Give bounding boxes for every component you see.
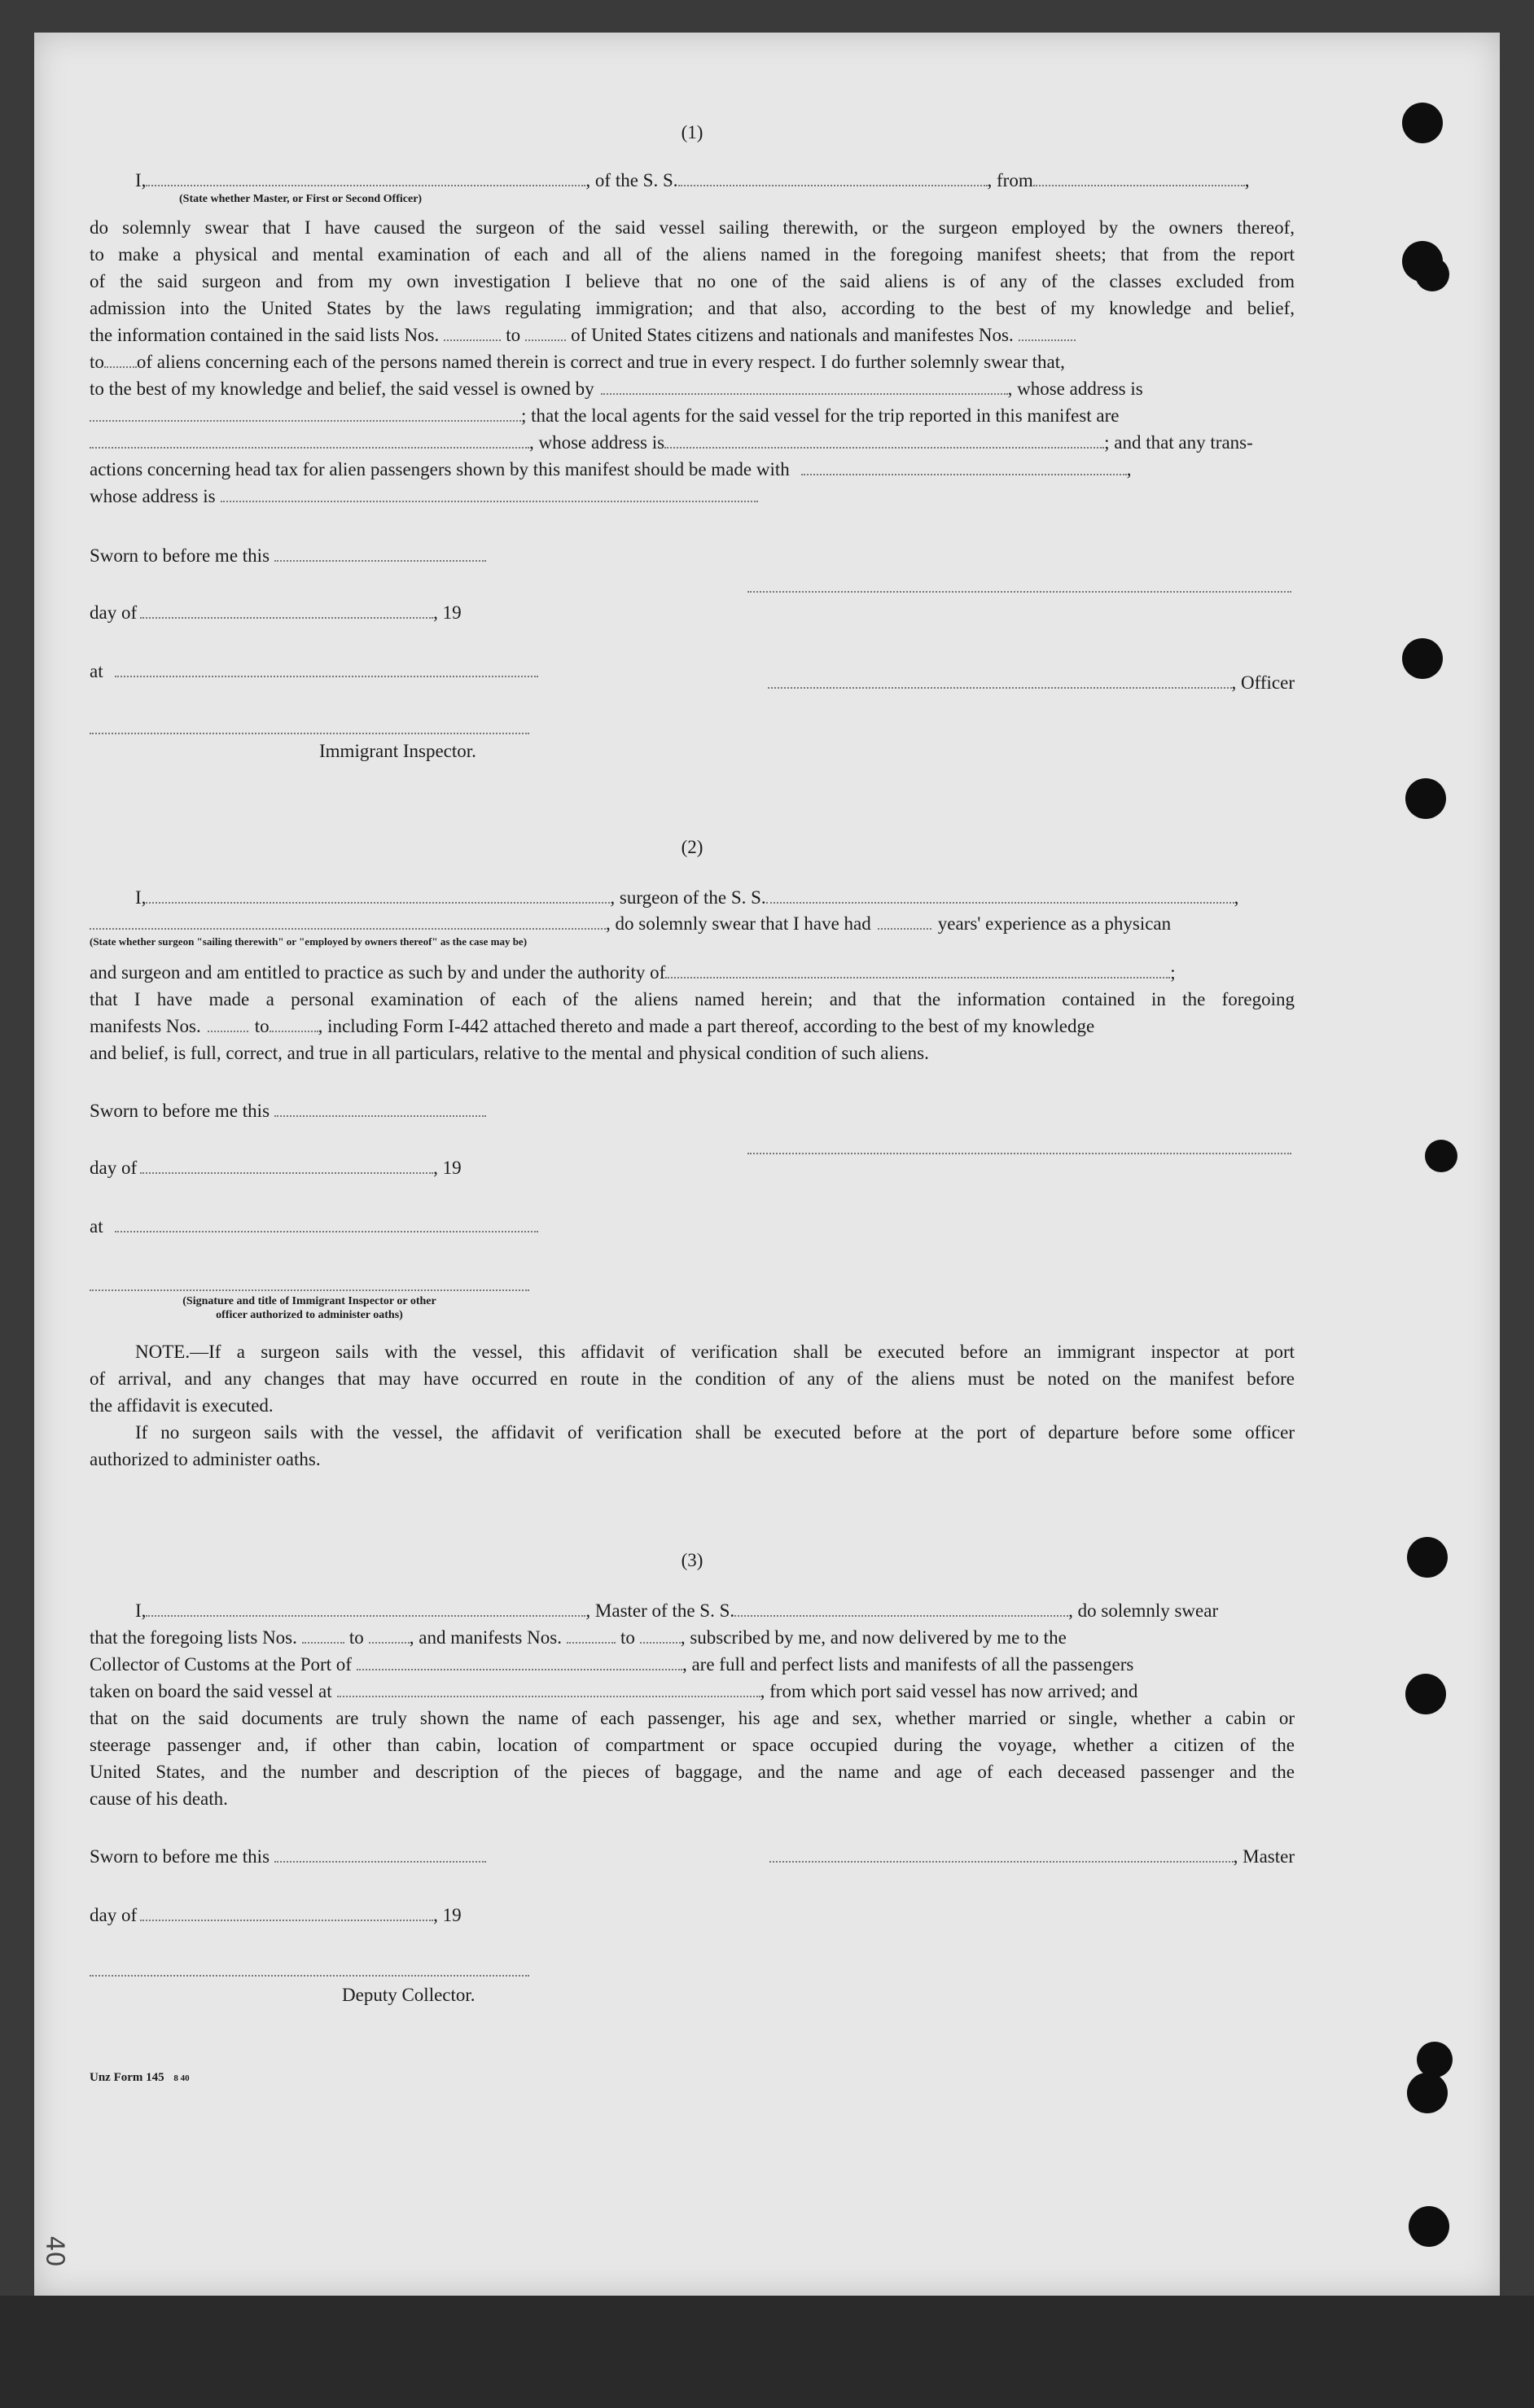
section-3-line-2: that the foregoing lists Nos. to , and manifests Nos. to , subscribed by me, and now delivered by me to the <box>90 1627 1067 1648</box>
section-1-first-line: I, , of the S. S. , from , <box>135 170 1250 190</box>
section-1-body-line: do solemnly swear that I have caused the surgeon of the said vessel sailing therewith, or the surgeon employed by the owners thereof, <box>90 217 1295 238</box>
section-3-line-1: I, , Master of the S. S. , do solemnly swear <box>135 1600 1219 1621</box>
punch-hole <box>1402 638 1443 679</box>
section-2-number: (2) <box>681 837 703 857</box>
section-3-master: , Master <box>747 1843 1295 1870</box>
section-1-number: (1) <box>681 122 703 142</box>
section-1-head-tax-line: actions concerning head tax for alien passengers shown by this manifest should be made with , <box>90 459 1132 479</box>
section-3-sworn: Sworn to before me this <box>90 1843 486 1870</box>
section-3-body-line: steerage passenger and, if other than cabin, location of compartment or space occupied during the voyage, whether a citizen of the <box>90 1735 1295 1755</box>
section-1-info-line: the information contained in the said lists Nos. to of United States citizens and nationals and manifestes Nos. <box>90 322 1295 348</box>
punch-hole <box>1405 778 1446 819</box>
section-2-line-6: and belief, is full, correct, and true in all particulars, relative to the mental and physical condition of such aliens. <box>90 1043 929 1063</box>
section-1-owned-line: to the best of my knowledge and belief, the said vessel is owned by , whose address is <box>90 379 1143 399</box>
note-line: NOTE.—If a surgeon sails with the vessel, this affidavit of verification shall be executed before an immigrant inspector at port <box>135 1342 1295 1362</box>
section-1-signature-line <box>747 589 1291 593</box>
section-1-officer: , Officer <box>747 669 1295 696</box>
section-3-body-line: cause of his death. <box>90 1788 228 1809</box>
section-1-day-of: day of , 19 <box>90 602 462 623</box>
punch-hole <box>1407 2073 1448 2113</box>
section-1-body-line: admission into the United States by the laws regulating immigration; and that also, according to the best of my knowledge and belief, <box>90 298 1295 318</box>
section-2-sworn: Sworn to before me this <box>90 1097 486 1124</box>
punch-hole <box>1405 1674 1446 1714</box>
section-1-at: at <box>90 658 538 685</box>
section-3-body-line: that on the said documents are truly shown the name of each passenger, his age and sex, whether married or single, whether a cabin or <box>90 1708 1295 1728</box>
section-3-line-3: Collector of Customs at the Port of , are full and perfect lists and manifests of all the passengers <box>90 1654 1134 1675</box>
section-1-inspector-line <box>90 731 529 734</box>
section-1-to-line: to of aliens concerning each of the persons named therein is correct and true in every respect. I do further solemnly swear that, <box>90 352 1065 372</box>
section-3-line-4: taken on board the said vessel at , from which port said vessel has now arrived; and <box>90 1681 1138 1701</box>
section-2-signature-note: (Signature and title of Immigrant Inspector or other officer authorized to administer oaths) <box>182 1295 436 1321</box>
punch-hole <box>1407 1537 1448 1578</box>
section-1-inspector: Immigrant Inspector. <box>319 741 476 761</box>
section-3-collector: Deputy Collector. <box>342 1985 476 2005</box>
section-2-line-2: , do solemnly swear that I have had years' experience as a physican <box>90 910 1295 937</box>
section-2-at: at <box>90 1213 538 1240</box>
section-1-address-line: , whose address is ; and that any trans- <box>90 429 1295 456</box>
section-1-body-line: to make a physical and mental examination of each and all of the aliens named in the foregoing manifest sheets; that from the report <box>90 244 1295 265</box>
section-3-body-line: United States, and the number and description of the pieces of baggage, and the name and age of each deceased passenger and the <box>90 1762 1295 1782</box>
section-2-line-4: that I have made a personal examination of each of the aliens named herein; and that the information contained in the foregoing <box>90 989 1295 1009</box>
section-2-line-3: and surgeon and am entitled to practice as such by and under the authority of ; <box>90 962 1176 983</box>
section-1-whose-line: whose address is <box>90 483 1295 510</box>
section-1-note: (State whether Master, or First or Second Officer) <box>179 193 423 205</box>
note-line: of arrival, and any changes that may have occurred en route in the condition of any of the aliens must be noted on the manifest before <box>90 1368 1295 1389</box>
punch-hole <box>1415 257 1449 291</box>
section-1-sworn: Sworn to before me this <box>90 542 486 569</box>
section-2-note: (State whether surgeon "sailing therewith" or "employed by owners thereof" as the case may be) <box>90 935 528 948</box>
scan-border <box>0 2296 1534 2408</box>
punch-hole <box>1425 1140 1457 1172</box>
section-1-agents-line: ; that the local agents for the said vessel for the trip reported in this manifest are <box>90 402 1295 429</box>
punch-hole <box>1402 103 1443 143</box>
section-2-line-5: manifests Nos. to , including Form I-442 attached thereto and made a part thereof, according to the best of my knowledge <box>90 1016 1095 1036</box>
punch-hole <box>1409 2206 1449 2247</box>
form-number: Unz Form 145 8 40 <box>90 2071 190 2084</box>
section-2-signature-line <box>747 1151 1291 1154</box>
section-3-collector-line <box>90 1973 529 1977</box>
section-2-inspector-line <box>90 1288 529 1291</box>
margin-handwritten-note: 40 <box>40 2235 69 2267</box>
note-line: authorized to administer oaths. <box>90 1449 321 1469</box>
note-line: If no surgeon sails with the vessel, the affidavit of verification shall be executed before at the port of departure before some officer <box>135 1422 1295 1443</box>
section-3-number: (3) <box>681 1550 703 1570</box>
note-line: the affidavit is executed. <box>90 1395 274 1416</box>
section-2-line-1: I, , surgeon of the S. S. , <box>135 887 1239 908</box>
section-2-day-of: day of , 19 <box>90 1158 462 1178</box>
punch-hole <box>1417 2042 1453 2077</box>
section-3-day-of: day of , 19 <box>90 1905 462 1925</box>
section-1-body-line: of the said surgeon and from my own investigation I believe that no one of the said aliens is of any of the classes excluded from <box>90 271 1295 291</box>
